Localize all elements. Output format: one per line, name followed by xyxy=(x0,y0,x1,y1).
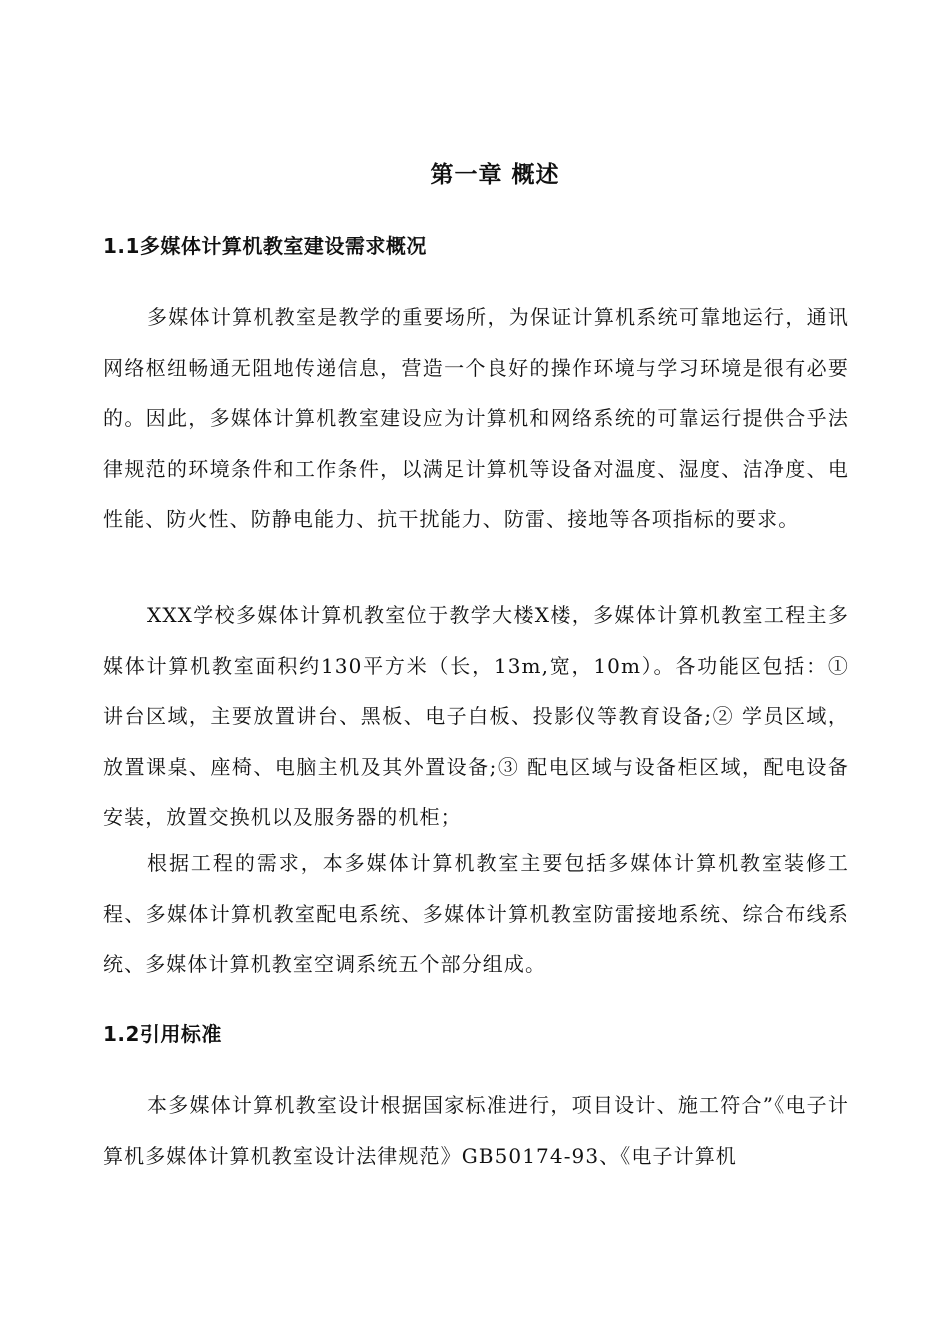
section-heading-1-1: 1.1多媒体计算机教室建设需求概况 xyxy=(103,234,427,258)
paragraph-referenced-standards: 本多媒体计算机教室设计根据国家标准进行，项目设计、施工符合”《电子计算机多媒体计算机教室设计法律规范》GB50174-93、《电子计算机 xyxy=(103,1093,849,1168)
paragraph-requirements-overview: 多媒体计算机教室是教学的重要场所，为保证计算机系统可靠地运行，通讯网络枢纽畅通无阻地传递信息，营造一个良好的操作环境与学习环境是很有必要的。因此，多媒体计算机教室建设应为计算机和网络系统的可靠运行提供合乎法律规范的环境条件和工作条件，以满足计算机等设备对温度、湿度、洁净度、电性能、防火性、防静电能力、抗干扰能力、防雷、接地等各项指标的要求。 xyxy=(103,305,849,531)
chapter-title: 第一章 概述 xyxy=(430,162,560,188)
paragraph-project-scope: 根据工程的需求，本多媒体计算机教室主要包括多媒体计算机教室装修工程、多媒体计算机教室配电系统、多媒体计算机教室防雷接地系统、综合布线系统、多媒体计算机教室空调系统五个部分组成。 xyxy=(103,851,849,976)
paragraph-classroom-location: XXX学校多媒体计算机教室位于教学大楼X楼，多媒体计算机教室工程主多媒体计算机教室面积约130平方米（长，13m,宽，10m）。各功能区包括：①讲台区域，主要放置讲台、黑板、电子白板、投影仪等教育设备;② 学员区域，放置课桌、座椅、电脑主机及其外置设备;③ 配电区域与设备柜区域，配电设备安装，放置交换机以及服务器的机柜； xyxy=(103,603,849,829)
section-heading-1-2: 1.2引用标准 xyxy=(103,1022,222,1046)
